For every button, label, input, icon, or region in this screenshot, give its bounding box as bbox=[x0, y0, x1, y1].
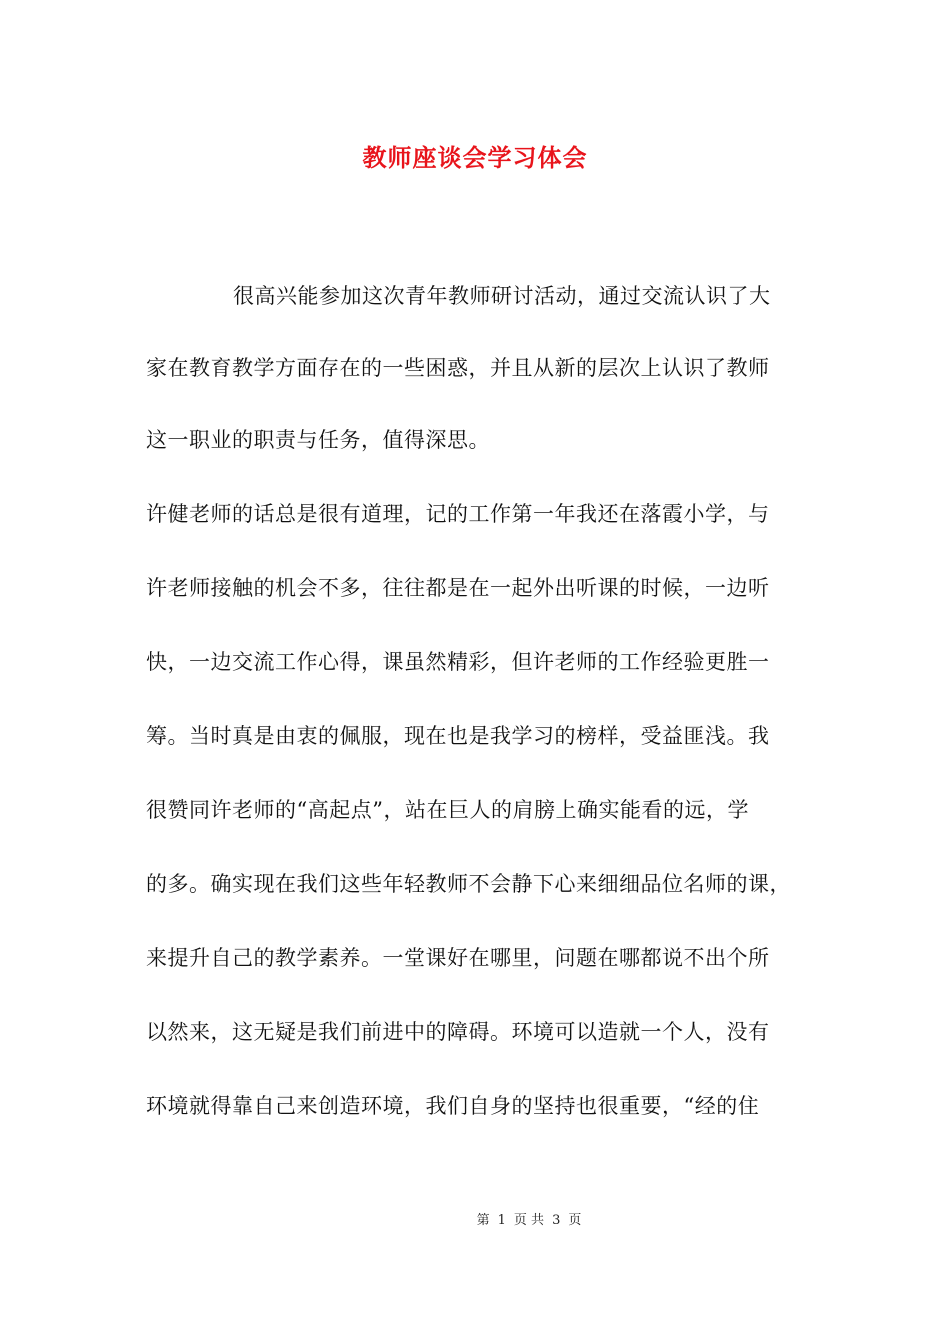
paragraph-line: 很高兴能参加这次青年教师研讨活动，通过交流认识了大 bbox=[233, 284, 771, 308]
paragraph-line: 来提升自己的教学素养。一堂课好在哪里，问题在哪都说不出个所 bbox=[146, 946, 770, 970]
page-footer bbox=[0, 1209, 950, 1228]
paragraph-line: 许健老师的话总是很有道理，记的工作第一年我还在落霞小学，与 bbox=[146, 502, 770, 526]
paragraph-line: 以然来，这无疑是我们前进中的障碍。环境可以造就一个人，没有 bbox=[146, 1020, 770, 1044]
paragraph-line: 筹。当时真是由衷的佩服，现在也是我学习的榜样，受益匪浅。我 bbox=[146, 724, 770, 748]
page-number-prefix: 第 bbox=[476, 1213, 490, 1228]
paragraph-line: 快，一边交流工作心得，课虽然精彩，但许老师的工作经验更胜一 bbox=[146, 650, 770, 674]
page-number-suffix: 页 bbox=[568, 1213, 582, 1228]
paragraph-line: 这一职业的职责与任务，值得深思。 bbox=[146, 428, 490, 452]
total-pages-number: 3 bbox=[552, 1213, 561, 1228]
paragraph-line: 环境就得靠自己来创造环境，我们自身的坚持也很重要，“经的住 bbox=[146, 1094, 760, 1118]
paragraph-line: 家在教育教学方面存在的一些困惑，并且从新的层次上认识了教师 bbox=[146, 356, 770, 380]
page-title: 教师座谈会学习体会 bbox=[362, 143, 588, 172]
page-number-middle: 页 共 bbox=[513, 1213, 545, 1228]
paragraph-line: 的多。确实现在我们这些年轻教师不会静下心来细细品位名师的课， bbox=[146, 872, 791, 896]
paragraph-line: 许老师接触的机会不多，往往都是在一起外出听课的时候，一边听 bbox=[146, 576, 770, 600]
current-page-number: 1 bbox=[497, 1213, 506, 1228]
paragraph-line: 很赞同许老师的“高起点”，站在巨人的肩膀上确实能看的远，学 bbox=[146, 798, 749, 822]
